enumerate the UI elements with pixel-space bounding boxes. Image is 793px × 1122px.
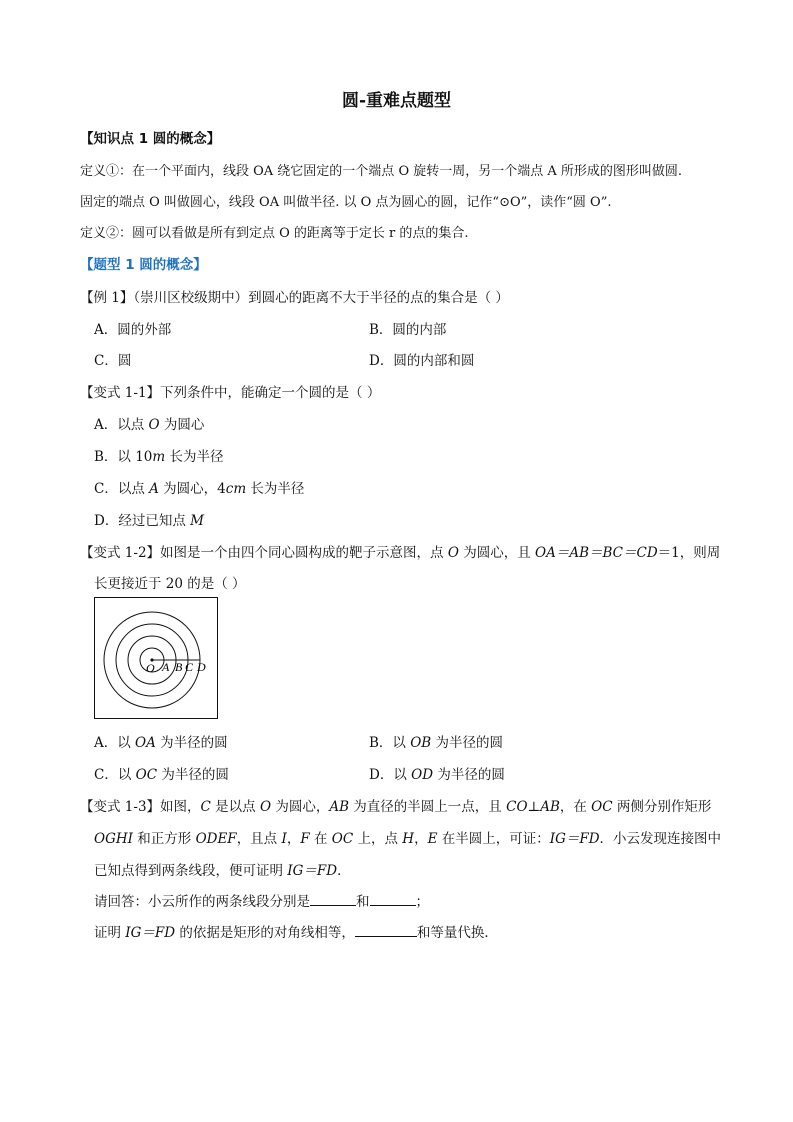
example-1-stem: 【例 1】（崇川区校级期中）到圆心的距离不大于半径的点的集合是（ ） [80, 290, 509, 306]
answer-blank-3[interactable] [355, 924, 417, 937]
variant-1-3-line-1: 【变式 1-3】如图，C 是以点 O 为圆心，AB 为直径的半圆上一点，且 CO⊥AB，在 OC 两侧分别作矩形 [80, 799, 712, 815]
example-1-option-c: C．圆 [94, 353, 132, 369]
page-title: 圆-重难点题型 [341, 91, 452, 111]
knowledge-point-heading: 【知识点 1 圆的概念】 [80, 131, 221, 147]
variant-1-3-line-4: 请回答：小云所作的两条线段分别是 和 ； [94, 894, 429, 910]
example-1-option-a: A．圆的外部 [94, 322, 172, 338]
definition-1-line-2: 固定的端点 O 叫做圆心，线段 OA 叫做半径. 以 O 点为圆心的圆，记作“⊙O”，读作“圆 O”. [80, 195, 612, 210]
answer-blank-1[interactable] [310, 893, 356, 906]
variant-1-3-line-5: 证明 IG＝FD 的依据是矩形的对角线相等， 和等量代换． [94, 925, 498, 941]
label-d: D [197, 660, 206, 674]
variant-1-1-option-a: A．以点 O 为圆心 [94, 417, 205, 433]
concentric-target-figure [94, 597, 218, 719]
variant-1-2-stem-line-1: 【变式 1-2】如图是一个由四个同心圆构成的靶子示意图，点 O 为圆心，且 OA＝AB＝BC＝CD＝1，则周 [80, 545, 721, 561]
example-1-option-d: D．圆的内部和圆 [369, 353, 475, 369]
definition-1-line-1: 定义①：在一个平面内，线段 OA 绕它固定的一个端点 O 旋转一周，另一个端点 A 所形成的图形叫做圆. [80, 164, 683, 179]
variant-1-1-option-b: B．以 10m 长为半径 [94, 449, 224, 465]
example-1-option-b: B．圆的内部 [369, 322, 447, 338]
variant-1-1-option-d: D．经过已知点 M [94, 513, 204, 529]
variant-1-1-option-c: C．以点 A 为圆心，4cm 长为半径 [94, 481, 305, 497]
variant-1-2-option-c: C．以 OC 为半径的圆 [94, 767, 229, 783]
variant-1-3-line-2: OGHI 和正方形 ODEF，且点 I，F 在 OC 上，点 H，E 在半圆上，可证：IG＝FD．小云发现连接图中 [94, 831, 722, 847]
label-a: A [162, 660, 170, 674]
label-o: O [146, 661, 155, 675]
variant-1-2-option-b: B．以 OB 为半径的圆 [369, 735, 504, 751]
variant-1-1-stem: 【变式 1-1】下列条件中，能确定一个圆的是（ ） [80, 385, 381, 401]
target-diagram [95, 598, 217, 718]
question-type-heading: 【题型 1 圆的概念】 [80, 257, 207, 273]
variant-1-2-stem-line-2: 长更接近于 20 的是（ ） [94, 576, 246, 592]
definition-2: 定义②：圆可以看做是所有到定点 O 的距离等于定长 r 的点的集合. [80, 226, 469, 241]
answer-blank-2[interactable] [370, 893, 416, 906]
label-b: B [175, 660, 183, 674]
variant-1-2-option-d: D．以 OD 为半径的圆 [369, 767, 505, 783]
variant-1-2-option-a: A．以 OA 为半径的圆 [94, 735, 228, 751]
variant-1-3-line-3: 已知点得到两条线段，便可证明 IG＝FD． [94, 863, 351, 879]
label-c: C [185, 660, 194, 674]
